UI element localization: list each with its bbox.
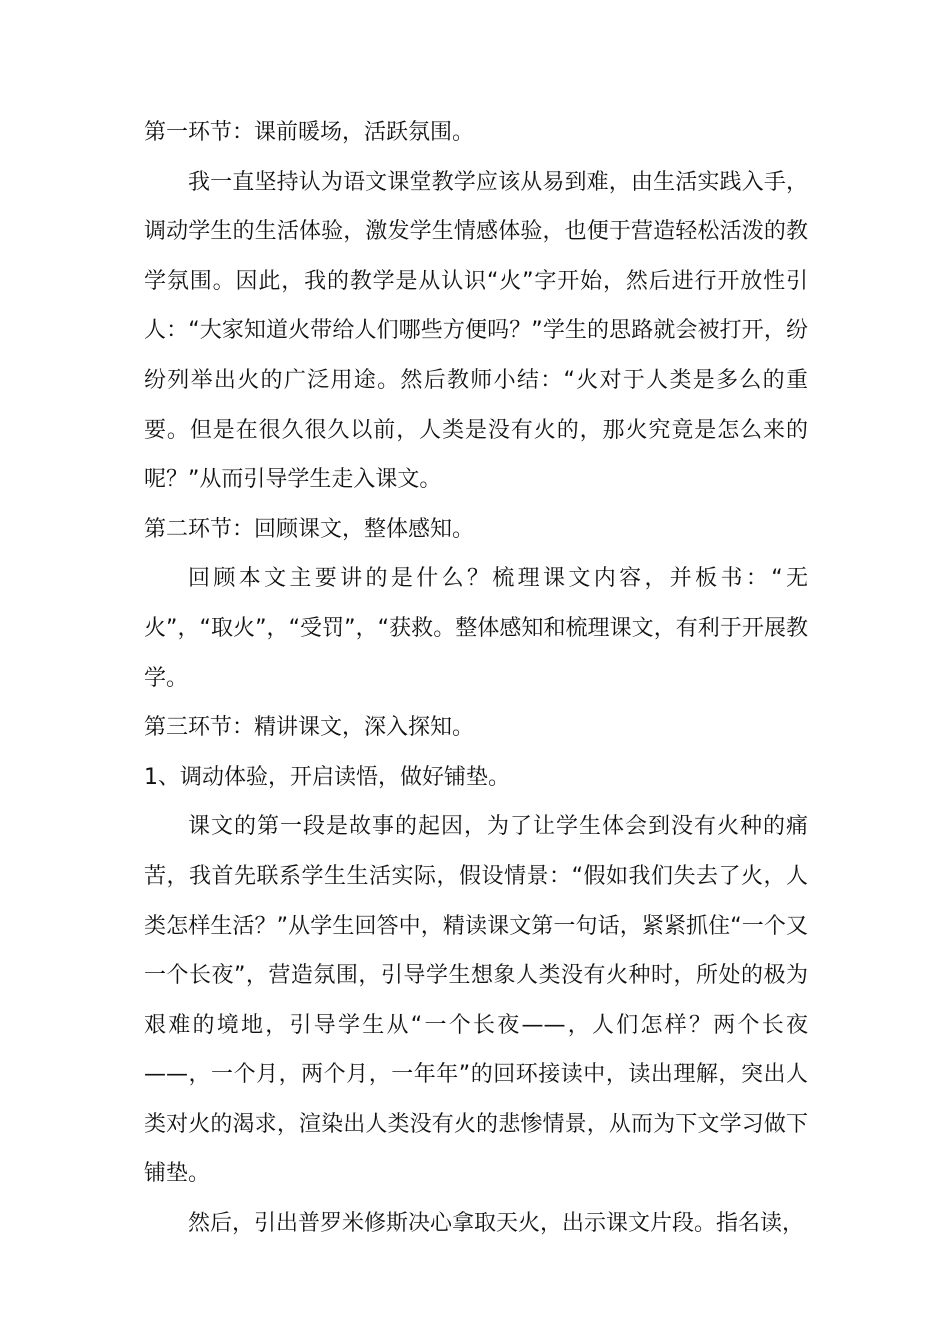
body-paragraph-2: 回顾本文主要讲的是什么？梳理课文内容，并板书：“无火”，“取火”，“受罚”，“获救。整体感知和梳理课文，有利于开展教学。 — [144, 566, 808, 691]
body-paragraph-4: 然后，引出普罗米修斯决心拿取天火，出示课文片段。指名读， — [188, 1211, 805, 1237]
section-heading-1: 第一环节：课前暖场，活跃氛围。 — [144, 120, 475, 145]
subsection-heading-1: 1、调动体验，开启读悟，做好铺垫。 — [144, 764, 510, 790]
body-paragraph-1: 我一直坚持认为语文课堂教学应该从易到难，由生活实践入手，调动学生的生活体验，激发学生情感体验，也便于营造轻松活泼的教学氛围。因此，我的教学是从认识“火”字开始，然后进行开放性引人：“大家知道火带给人们哪些方便吗？”学生的思路就会被打开，纷纷列举出火的广泛用途。然后教师小结：“火对于人类是多么的重要。但是在很久很久以前，人类是没有火的，那火究竟是怎么来的呢？”从而引导学生走入课文。 — [144, 169, 808, 493]
section-heading-3: 第三环节：精讲课文，深入探知。 — [144, 715, 475, 741]
body-paragraph-3: 课文的第一段是故事的起因，为了让学生体会到没有火种的痛苦，我首先联系学生生活实际，假设情景：“假如我们失去了火，人类怎样生活？”从学生回答中，精读课文第一句话，紧紧抓住“一个又一个长夜”，营造氛围，引导学生想象人类没有火种时，所处的极为艰难的境地，引导学生从“一个长夜——，人们怎样？两个长夜——，一个月，两个月，一年年”的回环接读中，读出理解，突出人类对火的渴求，渲染出人类没有火的悲惨情景，从而为下文学习做下铺垫。 — [144, 814, 808, 1187]
section-heading-2: 第二环节：回顾课文，整体感知。 — [144, 516, 475, 542]
document-body — [144, 108, 808, 1249]
